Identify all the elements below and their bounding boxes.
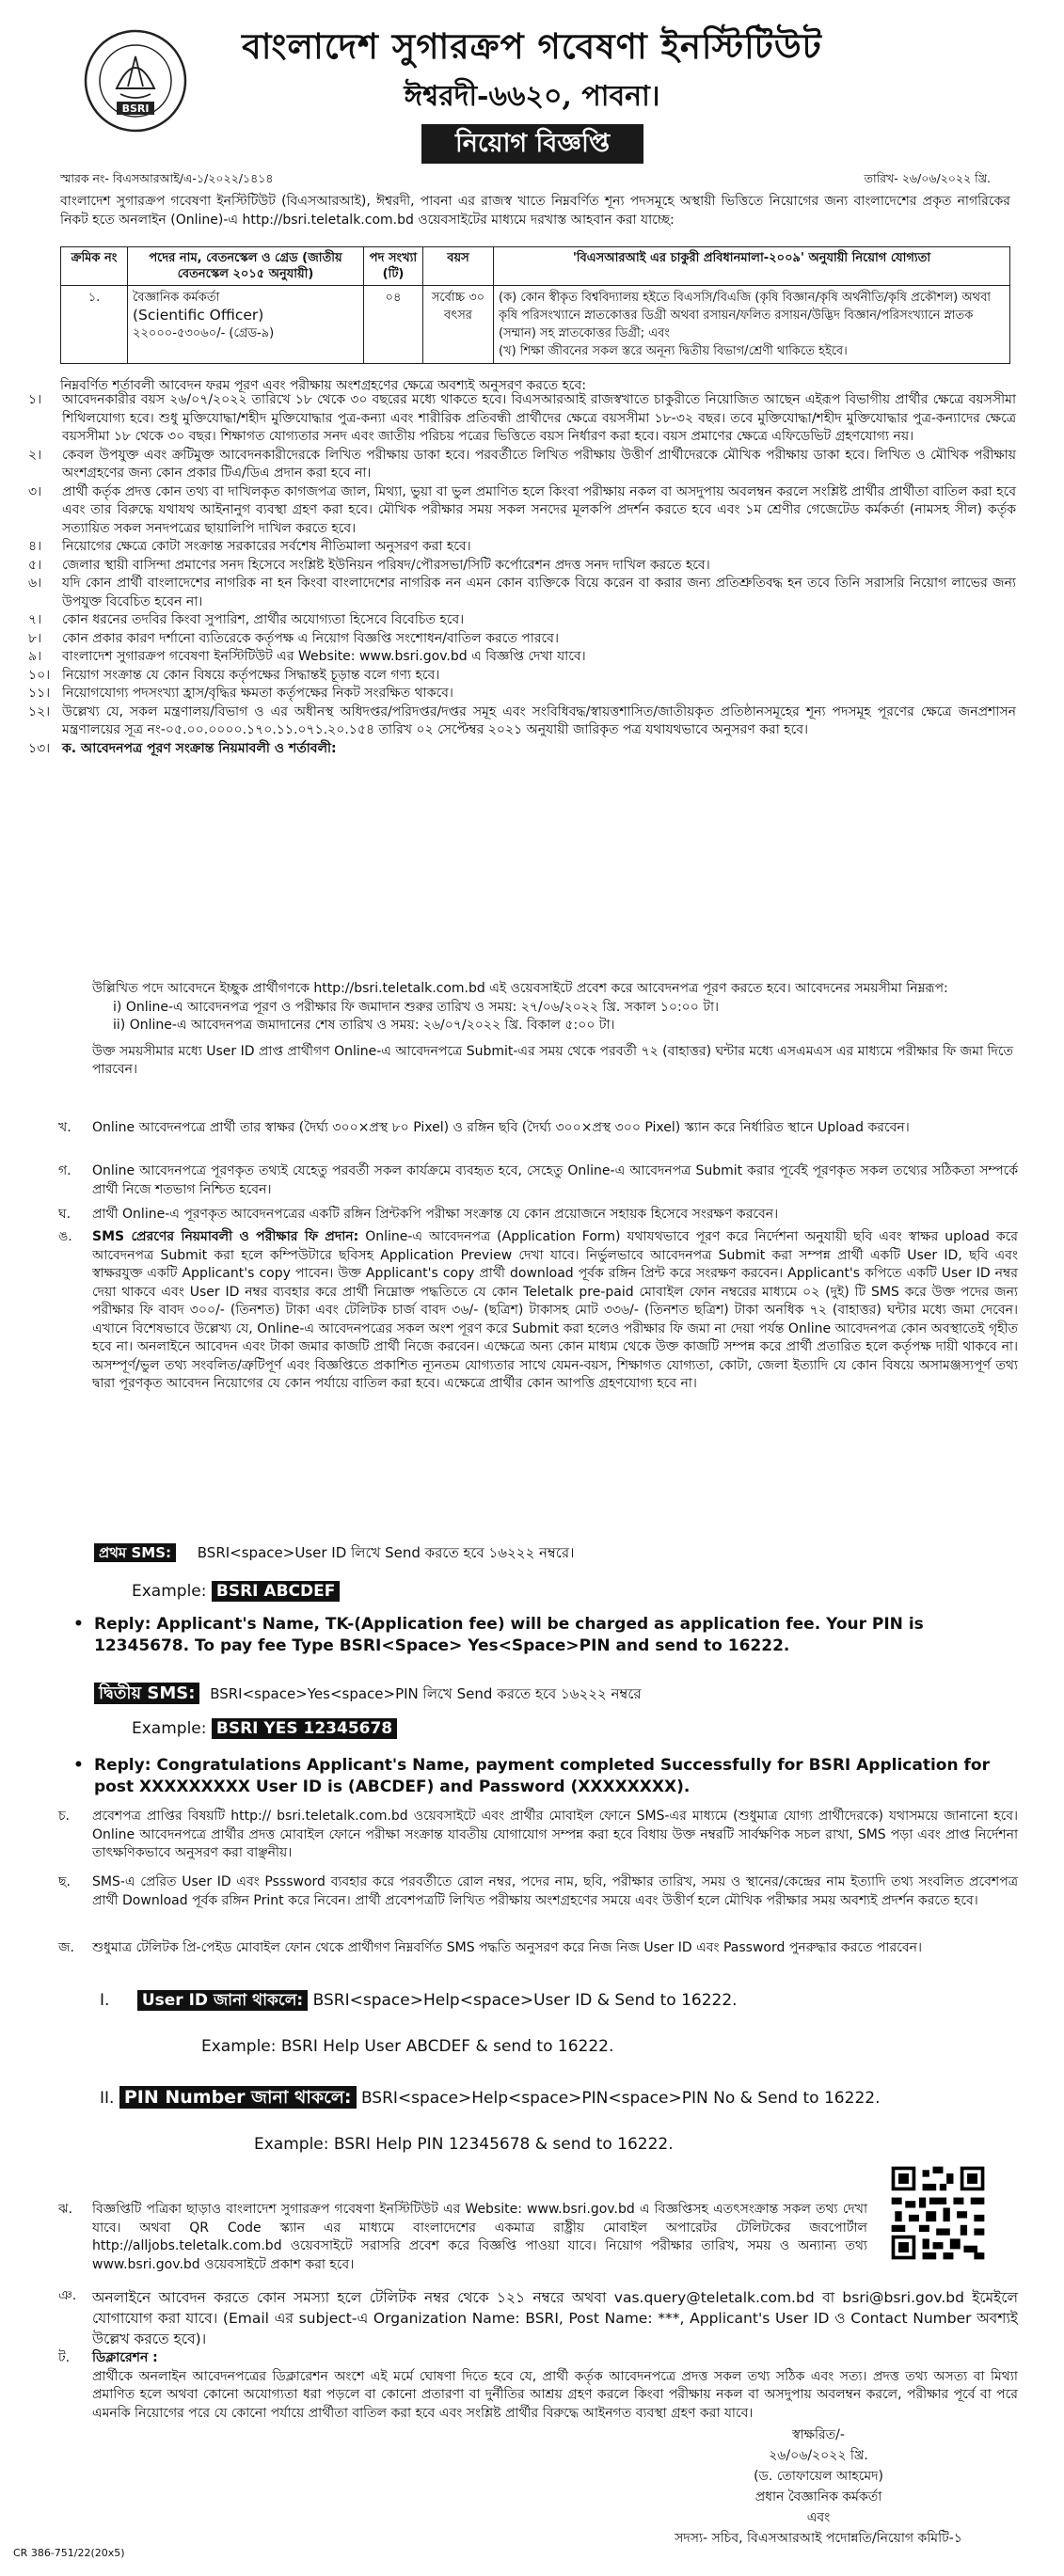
list-item — [28, 538, 1016, 557]
pin-command: BSRI<space>Help<space>PIN<space>PIN No & Send to 16222. — [360, 2089, 881, 2108]
section-label: জ. — [58, 1940, 74, 1955]
section-nya — [58, 2287, 1018, 2349]
cell-serial: ১. — [61, 286, 128, 364]
qualification-a: (ক) কোন স্বীকৃত বিশ্ববিদ্যালয় হইতে বিএসসি/বিএজি (কৃষি বিজ্ঞান/কৃষি অর্থনীতি/কৃষি প্রকৌশল) অথবা কৃষি পরিসংখ্যানে স্নাতকোত্তর ডিগ্রী অথবা রসায়ন/ফলিত রসায়ন/উদ্ভিদ বিজ্ঞান/পরিসংখ্যানে স্নাতক (সম্মান) সহ স্নাতকোত্তর ডিগ্রী; এবং — [499, 291, 992, 340]
section-label: গ. — [58, 1163, 71, 1178]
recovery-pin — [100, 2084, 880, 2114]
item-text: কেবল উপযুক্ত এবং ক্রটিমুক্ত আবেদনকারীদেরকে লিখিত পরীক্ষায় ডাকা হবে। পরবর্তীতে লিখিত পরীক্ষায় উত্তীর্ণ প্রার্থীদেরকে মৌখিক পরীক্ষায় ডাকা হবে। লিখিত ও মৌখিক পরীক্ষায় অংশগ্রহণের জন্য কোন প্রকার টিএ/ডিএ প্রদান করা হবে না। — [62, 447, 1016, 481]
header-count: পদ সংখ্যা (টি) — [364, 247, 423, 286]
second-sms-example — [132, 1719, 397, 1738]
sms-rules-heading: SMS প্রেরণের নিয়মাবলী ও পরীক্ষার ফি প্রদান: — [92, 1229, 359, 1244]
item-text: যদি কোন প্রার্থী বাংলাদেশের নাগরিক না হন কিংবা বাংলাদেশের নাগরিক নন এমন কোন ব্যক্তিকে বিয়ে করেন বা করার জন্য প্রতিশ্রুতিবদ্ধ হন তবে তিনি সরাসরি নিয়োগ লাভের জন্য উপযুক্ত বিবেচিত হবেন না। — [62, 576, 1016, 609]
item-number: ১৩। — [28, 740, 51, 756]
item-number: ৩। — [28, 483, 42, 499]
cell-qualification — [494, 286, 1010, 364]
item-text: কোন প্রকার কারণ দর্শানো ব্যতিরেকে কর্তৃপক্ষ এ নিয়োগ বিজ্ঞপ্তি সংশোধন/বাতিল করতে পারবে। — [62, 630, 559, 646]
example-label: Example: — [132, 1719, 207, 1738]
list-item — [28, 685, 1016, 703]
table-row — [61, 286, 1010, 364]
section-label: ঘ. — [58, 1207, 71, 1222]
signatory-role: সদস্য- সচিব, বিএসআরআই পদোন্নতি/নিয়োগ কমিটি-১ — [675, 2531, 962, 2546]
item-text: কোন ধরনের তদবির কিংবা সুপারিশ, প্রার্থীর অযোগ্যতা হিসেবে বিবেচিত হবে। — [62, 612, 465, 627]
list-item — [28, 703, 1016, 740]
org-name: বাংলাদেশ সুগারক্রপ গবেষণা ইনস্টিটিউট — [242, 25, 822, 67]
first-sms-example — [132, 1582, 340, 1601]
second-sms-text: BSRI<space>Yes<space>PIN লিখে Send করতে হবে ১৬২২২ নম্বরে — [210, 1685, 642, 1702]
org-address: ঈশ্বরদী-৬৬২০, পাবনা। — [404, 80, 660, 113]
section-text: SMS-এ প্রেরিত User ID এবং Psssword ব্যবহার করে পরবর্তীতে রোল নম্বর, পদের নাম, ছবি, পরীক্ষার তারিখ, সময় ও স্থানের/কেন্দ্রের নাম ইত্যাদি তথ্য সংবলিত প্রবেশপত্র প্রার্থী Download পূর্বক রঙ্গিন Print করে নিবেন। প্রার্থী প্রবেশপত্রটি লিখিত পরীক্ষায় অংশগ্রহণের সময়ে এবং উত্তীর্ণ হলে মৌখিক পরীক্ষার সময় অবশ্যই প্রদর্শন করতে হবে। — [92, 1874, 1018, 1908]
second-example-value: BSRI YES 12345678 — [212, 1718, 397, 1739]
cell-post — [128, 286, 364, 364]
item-text: নিয়োগের ক্ষেত্রে কোটা সংক্রান্ত সরকারের সর্বশেষ নীতিমালা অনুসরণ করা হবে। — [62, 539, 471, 554]
item-text: বাংলাদেশ সুগারক্রপ গবেষণা ইনস্টিটিউট এর Website: www.bsri.gov.bd এ বিজ্ঞপ্তি দেখা যাবে। — [62, 649, 586, 664]
section-text: বিজ্ঞপ্তিটি পত্রিকা ছাড়াও বাংলাদেশ সুগারক্রপ গবেষণা ইনস্টিটিউট এর Website: www.bsri.gov.bd এ বিজ্ঞপ্তিসহ এতৎসংক্রান্ত সকল তথ্য দেখা যাবে। অথবা QR Code স্ক্যান এর মাধ্যমে বাংলাদেশের একমাত্র রাষ্ট্রীয় মোবাইল অপারেটর টেলিটকের জবপোর্টাল http://alljobs.teletalk.com.bd ওয়েবসাইটে সরাসরি প্রবেশ করে বিজ্ঞপ্তি পাওয়া যাবে। নিয়োগ পরীক্ষার তারিখ, সময় ও অন্যান্য তথ্য www.bsri.gov.bd ওয়েবসাইটে প্রকাশ করা হবে। — [92, 2202, 867, 2272]
start-date-text: Online-এ আবেদনপত্র পূরণ ও পরীক্ষার ফি জমাদান শুরুর তারিখ ও সময়: ২৭/০৬/২০২২ খ্রি. সকাল ১০:০০ টা। — [125, 999, 720, 1015]
item-number: ১০। — [28, 667, 51, 683]
posts-table — [60, 246, 1010, 364]
signature-and: এবং — [806, 2510, 831, 2525]
list-item — [28, 557, 1016, 576]
signature-date: ২৬/০৬/২০২২ খ্রি. — [769, 2448, 868, 2463]
recovery-number: II. — [100, 2089, 115, 2108]
post-name-en: (Scientific Officer) — [133, 307, 264, 324]
item-number: ৮। — [28, 630, 42, 646]
bullet-icon: • — [73, 1615, 84, 1634]
section-ka — [92, 980, 1014, 1080]
header-serial: ক্রমিক নং — [61, 247, 128, 286]
table-header-row — [61, 247, 1010, 286]
section-label: ঙ. — [58, 1229, 72, 1244]
reply-two-text: Reply: Congratulations Applicant's Name, payment completed Successfully for BSRI Application for post XXXXXXXXX User ID is (ABCDEF) and Password (XXXXXXXX). — [94, 1756, 990, 1796]
section-label: ঝ. — [58, 2202, 73, 2217]
section-ka-ii: ii) Online-এ আবেদনপত্র জমাদানের শেষ তারিখ ও সময়: ২৬/০৭/২০২২ খ্রি. বিকাল ৫:০০ টা। — [113, 1018, 615, 1033]
signed-text: স্বাক্ষরিত/- — [792, 2427, 845, 2442]
section-text: Online আবেদনপত্রে পূরণকৃত তথ্যই যেহেতু পরবর্তী সকল কার্যক্রমে ব্যবহৃত হবে, সেহেতু Online-এ আবেদনপত্র Submit করার পূর্বেই পূরণকৃত সকল তথ্যের সঠিকতা সম্পর্কে প্রার্থী নিজে শতভাগ নিশ্চিত হবেন। — [92, 1163, 1018, 1197]
item-text: প্রার্থী কর্তৃক প্রদত্ত কোন তথ্য বা দাখিলকৃত কাগজপত্র জাল, মিথ্যা, ভুয়া বা ভুল প্রমাণিত হলে কিংবা পরীক্ষায় নকল বা অসদুপায় অবলম্বন করলে সংশ্লিষ্ট প্রার্থীর প্রার্থীতা বাতিল করা হবে এবং তার বিরুদ্ধে যথাযথ আইনানুগ ব্যবস্থা গ্রহণ করা হবে। মৌখিক পরীক্ষার সময় সকল সনদের মূলকপি প্রদর্শন করতে হবে এবং ১ম শ্রেণীর গেজেটেড কর্মকর্তা (নামসহ সীল) কর্তৃক সত্যায়িত সকল সনদপত্রের ছায়ালিপি দাখিল করতে হবে। — [62, 483, 1016, 536]
declaration-text: প্রার্থীকে অনলাইন আবেদনপত্রের ডিক্লারেশন অংশে এই মর্মে ঘোষণা দিতে হবে যে, প্রার্থী কর্তৃক আবেদনপত্রে প্রদত্ত সকল তথ্য সঠিক এবং সত্য। প্রদত্ত তথ্য অসত্য বা মিথ্যা প্রমাণিত হলে অথবা কোনো অযোগ্যতা ধরা পড়লে বা কোনো প্রতারণা বা দুর্নীতির আশ্রয় গ্রহণ করলে কিংবা পরীক্ষায় নকল বা অসদুপায় অবলম্বন করলে, পরীক্ষার পূর্বে বা পরে এমনকি নিয়োগের পরে যে কোনো পর্যায়ে প্রার্থীতা বাতিল করা হবে এবং সংশ্লিষ্ট প্রার্থীর বিরুদ্ধে আইনগত ব্যবস্থা গ্রহণ করা যাবে। — [92, 2368, 1018, 2421]
section-label: ট. — [58, 2350, 71, 2365]
recovery-user-id-example: Example: BSRI Help User ABCDEF & send to 16222. — [201, 2037, 614, 2056]
reference-number: স্মারক নং- বিএসআরআই/এ-১/২০২২/১৪১৪ — [60, 171, 274, 185]
header-qualification: 'বিএসআরআই এর চাকুরী প্রবিধানমালা-২০০৯' অনুযায়ী নিয়োগ যোগ্যতা — [494, 247, 1010, 286]
first-sms-label: প্রথম SMS: — [94, 1543, 176, 1562]
second-sms-label: দ্বিতীয় SMS: — [94, 1683, 199, 1704]
second-sms-line — [94, 1680, 642, 1709]
item-number: ১১। — [28, 686, 51, 701]
item-number: ৫। — [28, 557, 42, 573]
list-item — [28, 611, 1016, 630]
signatory-name: (ড. তোফায়েল আহমেদ) — [754, 2469, 883, 2484]
item-text: জেলার স্থায়ী বাসিন্দা প্রমাণের সনদ হিসেবে সংশ্লিষ্ট ইউনিয়ন পরিষদ/পৌরসভা/সিটি কর্পোরেশন প্রদত্ত সনদ দাখিল করতে হবে। — [62, 557, 710, 573]
section-ka-note: উক্ত সময়সীমার মধ্যে User ID প্রাপ্ত প্রার্থীগণ Online-এ আবেদনপত্রে Submit-এর সময় থেকে পরবর্তী ৭২ (বাহাত্তর) ঘন্টার মধ্যে এসএমএস এর মাধ্যমে পরীক্ষার ফি জমা দিতে পারবেন। — [92, 1043, 1013, 1077]
section-label: ছ. — [58, 1874, 71, 1889]
item-number: ৪। — [28, 539, 42, 554]
user-id-command: BSRI<space>Help<space>User ID & Send to 16222. — [312, 1991, 738, 2010]
post-scale: ২২০০০-৫৩০৬০/- (গ্রেড-৯) — [133, 326, 275, 340]
first-sms-line — [94, 1542, 574, 1566]
section-gha — [58, 1206, 1018, 1225]
section-chha — [58, 1873, 1018, 1910]
reply-one-text: Reply: Applicant's Name, TK-(Application fee) will be charged as application fee. Your PIN is 12345678. To pay fee Type BSRI<Space> Yes<Space>PIN and send to 16222. — [94, 1615, 924, 1655]
signature-block — [659, 2425, 978, 2549]
list-item — [28, 648, 1016, 667]
section-label: খ. — [58, 1120, 71, 1135]
item-text: ক. আবেদনপত্র পূরণ সংক্রান্ত নিয়মাবলী ও শর্তাবলী: — [62, 740, 337, 756]
list-item — [28, 447, 1016, 483]
declaration — [58, 2349, 1018, 2423]
section-cha — [58, 1808, 1018, 1863]
section-jha — [58, 2201, 867, 2274]
first-example-value: BSRI ABCDEF — [212, 1581, 340, 1602]
end-date-text: Online-এ আবেদনপত্র জমাদানের শেষ তারিখ ও সময়: ২৬/০৭/২০২২ খ্রি. বিকাল ৫:০০ টা। — [129, 1018, 615, 1033]
reply-two — [73, 1755, 1016, 1798]
section-text: প্রার্থী Online-এ পূরণকৃত আবেদনপত্রের একটি রঙ্গিন প্রিন্টকপি পরীক্ষা সংক্রান্ত যে কোন প্রয়োজনে সহায়ক হিসেবে সংরক্ষণ করবেন। — [92, 1207, 779, 1222]
list-item — [28, 483, 1016, 539]
pin-label: PIN Number জানা থাকলে: — [119, 2086, 357, 2109]
item-text: উল্লেখ্য যে, সকল মন্ত্রণালয়/বিভাগ ও এর অধীনস্থ অধিদপ্তর/পরিদপ্তর/দপ্তর সমূহ এবং সংবিধিবদ্ধ/স্বায়ত্তশাসিত/জাতীয়কৃত প্রতিষ্ঠানসমূহের শূন্য পদসমূহ পূরণের ক্ষেত্রে জনপ্রশাসন মন্ত্রণালয়ের সূত্র নং-০৫.০০.০০০০.১৭০.১১.০৭১.২০.১৫৪ তারিখ ০২ সেপ্টেম্বর ২০২১ অনুযায়ী জারিকৃত পত্র যথাযথভাবে অনুসরণ করা হবে। — [62, 703, 1016, 737]
section-ja — [58, 1939, 1018, 1958]
reply-one — [73, 1614, 1016, 1657]
item-number: ২। — [28, 447, 42, 463]
section-label: ঞ. — [58, 2288, 77, 2303]
item-number: ১২। — [28, 703, 51, 719]
qualification-b: (খ) শিক্ষা জীবনের সকল স্তরে অনূন্য দ্বিতীয় বিভাগ/শ্রেণী থাকিতে হইবে। — [499, 344, 848, 358]
section-text: Online-এ আবেদনপত্র (Application Form) যথাযথভাবে পূরণ করে নির্দেশনা অনুযায়ী ছবি এবং স্বাক্ষর upload করে আবেদনপত্র Submit করা হলে কম্পিউটারে ছবিসহ Application Preview দেখা যাবে। নির্ভুলভাবে আবেদনপত্র Submit করা সম্পন্ন প্রার্থী একটি User ID, ছবি এবং স্বাক্ষরযুক্ত একটি Applicant's copy পাবেন। উক্ত Applicant's copy প্রার্থী download পূর্বক রঙ্গিন প্রিন্ট করে সংরক্ষণ করবেন। Applicant's কপিতে একটি User ID নম্বর দেয়া থাকবে এবং User ID নম্বর ব্যবহার করে প্রার্থী নিম্নোক্ত পদ্ধতিতে যে কোন Teletalk pre-paid মোবাইল ফোন নম্বরের মাধ্যমে ০২ (দুই) টি SMS করে উক্ত পদের জন্য পরীক্ষার ফি বাবদ ৩০০/- (তিনশত) টাকা এবং টেলিটক চার্জ বাবদ ৩৬/- (ছত্রিশ) টাকাসহ মোট ৩৩৬/- (তিনশত ছত্রিশ) টাকা অনধিক ৭২ (বাহাত্তর) ঘন্টার মধ্যে জমা দেবেন। এখানে বিশেষভাবে উল্লেখ্য যে, Online-এ আবেদনপত্রের সকল অংশ পূরণ করে Submit করা হলেও পরীক্ষার ফি জমা না দেয়া পর্যন্ত Online আবেদনপত্র কোন অবস্থাতেই গৃহীত হবে না। অনলাইনে আবেদন এবং টাকা জমার কাজটি প্রার্থী নিজে করবেন। এক্ষেত্রে অন্য কোন মাধ্যম থেকে উক্ত কাজটি সম্পন্ন করে প্রার্থী প্রতারিত হলে কর্তৃপক্ষ দায়ী থাকবে না। অসম্পূর্ণ/ভুল তথ্য সংবলিত/ত্রুটিপূর্ণ এবং বিজ্ঞপ্তিতে প্রকাশিত ন্যূনতম যোগ্যতার সাথে যেমন-বয়স, শিক্ষাগত যোগ্যতা, কোটা, জেলা ইত্যাদি যে কোন বিষয়ে অসামঞ্জস্যপূর্ণ তথ্য দ্বারা পূরণকৃত আবেদন নিয়োগের যে কোন পর্যায়ে বাতিল করা হবে। এক্ষেত্রে প্রার্থীর কোন আপত্তি গ্রহণযোগ্য হবে না। — [92, 1229, 1018, 1391]
bullet-icon: • — [73, 1756, 84, 1775]
logo-text: BSRI — [121, 103, 150, 115]
user-id-label: User ID জানা থাকলে: — [137, 1990, 308, 2011]
example-label: Example: — [132, 1582, 207, 1601]
section-label: চ. — [58, 1809, 71, 1824]
recovery-number: I. — [100, 1991, 110, 2010]
section-text: Online আবেদনপত্রে প্রার্থী তার স্বাক্ষর (দৈর্ঘ্য ৩০০×প্রস্থ ৮০ Pixel) ও রঙ্গিন ছবি (দৈর্ঘ্য ৩০০×প্রস্থ ৩০০ Pixel) স্ক্যান করে নির্ধারিত স্থানে Upload করবেন। — [92, 1120, 910, 1135]
item-text: আবেদনকারীর বয়স ২৬/০৭/২০২২ তারিখে ১৮ থেকে ৩০ বছরের মধ্যে থাকতে হবে। বিএসআরআই রাজস্বখাতে চাকুরীতে নিয়োজিত আছেন এইরূপ বিভাগীয় প্রার্থীর ক্ষেত্রে বয়সসীমা শিথিলযোগ্য হবে। শুধু মুক্তিযোদ্ধা/শহীদ মুক্তিযোদ্ধার পুত্র-কন্যা এবং শারীরিক প্রতিবন্ধী প্রার্থীদের ক্ষেত্রে বয়সসীমা ১৮-৩২ বছর। তবে মুক্তিযোদ্ধা/শহীদ মুক্তিযোদ্ধার পুত্র-কন্যাদের ক্ষেত্রে বয়সসীমা ১৮ থেকে ৩০ বছর। শিক্ষাগত যোগ্যতার সনদ এবং জাতীয় পরিচয় পত্রের ভিত্তিতে বয়স নির্ধারণ করা হবে। বয়স প্রমাণের ক্ষেত্রে এফিডেভিট গ্রহণযোগ্য নয়। — [62, 392, 1016, 444]
section-text: শুধুমাত্র টেলিটক প্রি-পেইড মোবাইল ফোন থেকে প্রার্থীগণ নিম্নবর্ণিত SMS পদ্ধতি অনুসরণ করে নিজ নিজ User ID এবং Password পুনরুদ্ধার করতে পারবেন। — [92, 1940, 923, 1955]
section-uma — [58, 1228, 1018, 1394]
item-number: ৭। — [28, 612, 42, 627]
header-post: পদের নাম, বেতনস্কেল ও গ্রেড (জাতীয় বেতনস্কেল ২০১৫ অনুযায়ী) — [128, 247, 364, 286]
item-number: ৯। — [28, 649, 42, 664]
post-name: বৈজ্ঞানিক কর্মকর্তা — [133, 291, 220, 305]
list-item — [28, 630, 1016, 649]
cell-age: সর্বোচ্চ ৩০ বৎসর — [423, 286, 494, 364]
list-item — [28, 391, 1016, 447]
notice-date: তারিখ- ২৬/০৬/২০২২ খ্রি. — [864, 171, 991, 185]
item-text: নিয়োগযোগ্য পদসংখ্যা হ্রাস/বৃদ্ধির ক্ষমতা কর্তৃপক্ষের নিকট সংরক্ষিত থাকবে। — [62, 686, 453, 701]
declaration-title: ডিক্লারেশন : — [92, 2350, 158, 2365]
cell-count: ০৪ — [364, 286, 423, 364]
section-ka-intro: উল্লিখিত পদে আবেদনে ইচ্ছুক প্রার্থীগণকে http://bsri.teletalk.com.bd এই ওয়েবসাইটে প্রবেশ করে আবেদনপত্র পূরণ করতে হবে। আবেদনের সময়সীমা নিম্নরূপ: — [92, 981, 948, 996]
notice-title: নিয়োগ বিজ্ঞপ্তি — [421, 124, 643, 164]
item-number: ৬। — [28, 576, 42, 591]
list-item — [28, 740, 1016, 759]
section-kha — [58, 1119, 1018, 1138]
section-ka-i: i) Online-এ আবেদনপত্র পূরণ ও পরীক্ষার ফি জমাদান শুরুর তারিখ ও সময়: ২৭/০৬/২০২২ খ্রি. সকাল ১০:০০ টা। — [113, 999, 720, 1015]
header-age: বয়স — [423, 247, 494, 286]
first-sms-text: BSRI<space>User ID লিখে Send করতে হবে ১৬২২২ নম্বরে। — [197, 1544, 575, 1561]
recovery-user-id — [100, 1988, 738, 2015]
signatory-title: প্রধান বৈজ্ঞানিক কর্মকর্তা — [754, 2489, 882, 2505]
section-ga — [58, 1162, 1018, 1199]
qr-code-icon — [888, 2163, 988, 2263]
conditions-list — [28, 391, 1016, 758]
item-number: ১। — [28, 392, 42, 407]
intro-paragraph: বাংলাদেশ সুগারক্রপ গবেষণা ইনস্টিটিউট (বিএসআরআই), ঈশ্বরদী, পাবনা এর রাজস্ব খাতে নিম্নবর্ণিত শূন্য পদসমূহে অস্থায়ী ভিত্তিতে নিয়োগের জন্য বাংলাদেশের প্রকৃত নাগরিকের নিকট হতে অনলাইন (Online)-এ http://bsri.teletalk.com.bd ওয়েবসাইটের মাধ্যমে দরখাস্ত আহবান করা যাচ্ছে: — [60, 194, 1010, 228]
list-item — [28, 575, 1016, 611]
list-item — [28, 667, 1016, 686]
footer-code: CR 386-751/22(20x5) — [13, 2547, 125, 2559]
recovery-pin-example: Example: BSRI Help PIN 12345678 & send to 16222. — [254, 2135, 674, 2154]
section-text: প্রবেশপত্র প্রাপ্তির বিষয়টি http:// bsri.teletalk.com.bd ওয়েবসাইটে এবং প্রার্থীর মোবাইল ফোনে SMS-এর মাধ্যমে (শুধুমাত্র যোগ্য প্রার্থীদেরকে) যথাসময়ে জানানো হবে। Online আবেদনপত্রে প্রার্থীর প্রদত্ত মোবাইল ফোনে পরীক্ষা সংক্রান্ত যাবতীয় যোগাযোগ সম্পন্ন করা হবে বিধায় উক্ত নম্বরটি সার্বক্ষণিক সচল রাখা, SMS পড়া এবং প্রাপ্ত নির্দেশনা তাৎক্ষণিকভাবে অনুসরণ করা বাঞ্ছনীয়। — [92, 1809, 1018, 1860]
item-text: নিয়োগ সংক্রান্ত যে কোন বিষয়ে কর্তৃপক্ষের সিদ্ধান্তই চূড়ান্ত বলে গণ্য হবে। — [62, 667, 440, 683]
section-text: অনলাইনে আবেদন করতে কোন সমস্যা হলে টেলিটক নম্বর থেকে ১২১ নম্বরে অথবা vas.query@teletalk.com.bd বা bsri@bsri.gov.bd ইমেইলে যোগাযোগ করা যাবে। (Email এর subject-এ Organization Name: BSRI, Post Name: ***, Applicant's User ID ও Contact Number অবশ্যই উল্লেখ করতে হবে)। — [92, 2289, 1018, 2347]
conditions-heading: নিম্নবর্ণিত শর্তাবলী আবেদন ফরম পূরণ এবং পরীক্ষায় অংশগ্রহণের ক্ষেত্রে অবশ্যই অনুসরণ করতে হবে: — [60, 378, 587, 393]
